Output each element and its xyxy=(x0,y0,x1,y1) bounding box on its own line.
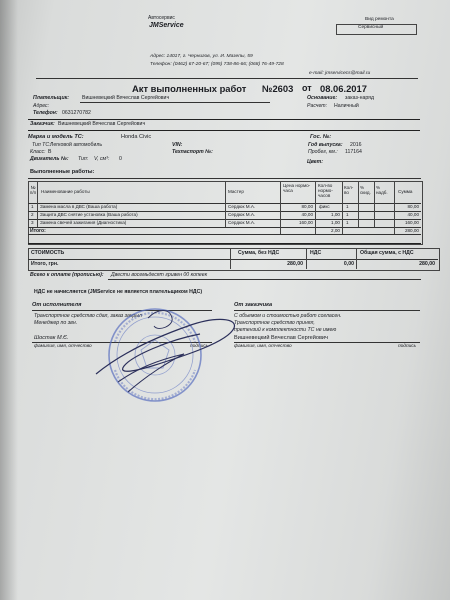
table-row-master: Сердюк М.А. xyxy=(228,212,256,217)
words-underline xyxy=(108,279,421,280)
company-name: JMService xyxy=(149,22,184,29)
settlement-value: Наличный xyxy=(334,103,359,109)
table-row-name: Защита ДВС снятие установка (Ваша работа) xyxy=(40,212,138,217)
table-row-qty: 1 xyxy=(346,212,349,217)
page-shadow xyxy=(0,0,18,600)
vehicle-make-label: Марка и модель ТС: xyxy=(28,134,84,140)
executor-title: От исполнителя xyxy=(32,302,82,308)
col-header-name: Наименование работы xyxy=(41,189,90,194)
col-divider xyxy=(225,181,226,227)
vin-label: VIN: xyxy=(172,142,183,148)
table-row-num: 3 xyxy=(31,220,34,225)
volume-value: 0 xyxy=(119,156,122,162)
col-header-master: Мастер xyxy=(228,189,244,194)
col-divider xyxy=(358,181,359,227)
payer-value: Вишневецкий Вячеслав Сергейович xyxy=(82,95,170,101)
col-header-sum: Сумма xyxy=(398,189,413,194)
cost-divider xyxy=(306,248,307,269)
table-row-sum: 40,00 xyxy=(407,212,419,217)
table-row-hours: фикс xyxy=(319,204,330,209)
cost-vat: 0,00 xyxy=(343,261,354,267)
customer-title: От заказчика xyxy=(234,302,273,308)
table-row-name: Замена масла в ДВС (Ваша работа) xyxy=(40,204,118,209)
works-total-sum: 280,00 xyxy=(404,228,419,233)
payer-phone-value: 0631270782 xyxy=(62,110,91,116)
payer-underline xyxy=(80,102,270,103)
col-divider xyxy=(342,181,343,234)
payer-address-label: Адрес: xyxy=(33,103,50,109)
plate-label: Гос. №: xyxy=(310,134,332,140)
works-section-title: Выполненные работы: xyxy=(30,169,95,175)
cost-divider xyxy=(230,248,231,269)
col-header-hours: Кол-во нормо-часов xyxy=(318,183,333,198)
customer-text-2: Транспортное средство принял, xyxy=(234,320,315,326)
cost-vat-label: НДС xyxy=(310,250,322,256)
repair-type-value: Сервисный xyxy=(358,25,384,30)
table-row-qty: 1 xyxy=(346,204,349,209)
class-label: Класс: xyxy=(30,149,46,155)
works-total-hours: 2,00 xyxy=(331,228,340,233)
cost-total-label: Общая сумма, с НДС xyxy=(360,250,414,256)
color-label: Цвет: xyxy=(307,159,324,165)
engine-type-label: Тип: xyxy=(78,156,89,162)
table-row-name: Замена свечей зажигания (Диагностика) xyxy=(40,220,127,225)
executor-caption-left: фамилия, имя, отчество xyxy=(34,344,92,349)
customer-top-rule xyxy=(28,119,420,120)
customer-caption-left: фамилия, имя, отчество xyxy=(234,344,292,349)
table-row-price: 40,00 xyxy=(301,212,313,217)
table-row-price: 160,00 xyxy=(298,220,313,225)
cost-divider xyxy=(356,248,357,269)
company-phone: Телефон: (0462) 67-20-67; (095) 738-86-66; (068) 76-49-728 xyxy=(150,62,284,67)
passport-label: Техпаспорт №: xyxy=(172,149,213,155)
company-address: Адрес: 14017, г. Чернигов, ул. И. Мазепы, 59 xyxy=(150,54,253,59)
executor-signature xyxy=(88,296,248,406)
table-row-hours: 1,00 xyxy=(331,212,340,217)
document-number: №2603 xyxy=(262,83,294,94)
vehicle-type-label: Тип ТС: xyxy=(32,142,51,148)
customer-value: Вишневецкий Вячеслав Сергейович xyxy=(58,121,146,127)
volume-label: V, см³: xyxy=(94,156,110,162)
works-total-label: Итого: xyxy=(30,228,46,234)
cost-row-label: Итого, грн. xyxy=(31,261,59,267)
engine-label: Двигатель №: xyxy=(30,156,69,162)
table-row-num: 1 xyxy=(31,204,34,209)
basis-label: Основание: xyxy=(307,95,338,101)
works-bottom-rule xyxy=(28,243,421,244)
executor-text-2: Менеджер по звн. xyxy=(34,320,78,326)
col-header-qty: Кол-во xyxy=(344,185,354,195)
vat-note: НДС не начисляется (JMService не является плательщиком НДС) xyxy=(34,289,203,295)
cost-sum-no-vat: 280,00 xyxy=(287,261,303,267)
works-title-rule xyxy=(28,178,421,179)
table-row-hours: 1,00 xyxy=(331,220,340,225)
basis-value: заказ-наряд xyxy=(345,95,374,101)
customer-title-rule xyxy=(234,310,420,311)
executor-text-1: Транспортное средство сдал, заказ закрыл xyxy=(34,313,142,319)
vehicle-make-value: Honda Civic xyxy=(121,134,152,140)
customer-caption-right: подпись xyxy=(398,344,417,349)
document-date-prefix: от xyxy=(302,83,312,93)
table-row-sum: 160,00 xyxy=(404,220,419,225)
header-divider xyxy=(36,78,418,79)
col-divider xyxy=(315,181,316,234)
year-label: Год выпуска: xyxy=(308,142,343,148)
col-header-discount: % скид. xyxy=(360,185,371,195)
class-value: B xyxy=(48,149,52,155)
col-divider xyxy=(374,181,375,227)
table-row-master: Сердюк М.А. xyxy=(228,204,256,209)
document-title: Акт выполненных работ xyxy=(132,83,247,94)
cost-label: СТОИМОСТЬ xyxy=(31,250,65,256)
executor-caption-right: подпись xyxy=(190,344,209,349)
customer-text-1: С объемом и стоимостью работ согласен. xyxy=(234,313,342,319)
cost-row-rule xyxy=(28,259,438,260)
customer-name: Вишневецкий Вячеслав Сергейович xyxy=(234,335,328,341)
company-email: e-mail: jmservicecs@mail.ru xyxy=(309,71,371,76)
cost-sum-no-vat-label: Сумма, без НДС xyxy=(238,250,280,256)
cost-total-with-vat: 280,00 xyxy=(419,261,435,267)
settlement-label: Расчет: xyxy=(307,103,328,109)
table-row-qty: 1 xyxy=(346,220,349,225)
company-caption: Автосервис xyxy=(148,15,175,21)
col-header-surcharge: % надб. xyxy=(376,185,388,195)
table-row-master: Сердюк М.А. xyxy=(228,220,256,225)
executor-name: Шостак М.Є. xyxy=(34,335,69,341)
payer-label: Плательщик: xyxy=(33,95,70,101)
document-date: 08.06.2017 xyxy=(320,83,367,94)
customer-label: Заказчик: xyxy=(30,121,55,127)
year-value: 2016 xyxy=(350,142,362,148)
mileage-value: 117164 xyxy=(345,149,362,155)
works-total-rule xyxy=(28,234,421,235)
table-row-sum: 80,00 xyxy=(407,204,419,209)
vehicle-type-value: Легковой автомобиль xyxy=(50,142,103,148)
col-divider xyxy=(37,181,38,227)
words-value: Двести восемьдесят гривен 00 копеек xyxy=(111,272,208,278)
works-row3-rule xyxy=(28,227,421,228)
mileage-label: Пробег, км.: xyxy=(308,149,338,155)
words-label: Всего к оплате (прописью): xyxy=(30,272,104,278)
table-row-price: 80,00 xyxy=(301,204,313,209)
customer-bottom-rule xyxy=(28,130,420,131)
col-header-num: № п/п xyxy=(29,185,37,195)
customer-text-3: претензий к комплектности ТС не имею xyxy=(234,327,337,333)
customer-name-rule xyxy=(234,342,420,343)
repair-type-label: Вид ремонта xyxy=(365,17,394,22)
payer-phone-label: Телефон: xyxy=(33,110,58,116)
table-row-num: 2 xyxy=(31,212,34,217)
col-header-price: Цена нормо-часа xyxy=(283,183,311,193)
